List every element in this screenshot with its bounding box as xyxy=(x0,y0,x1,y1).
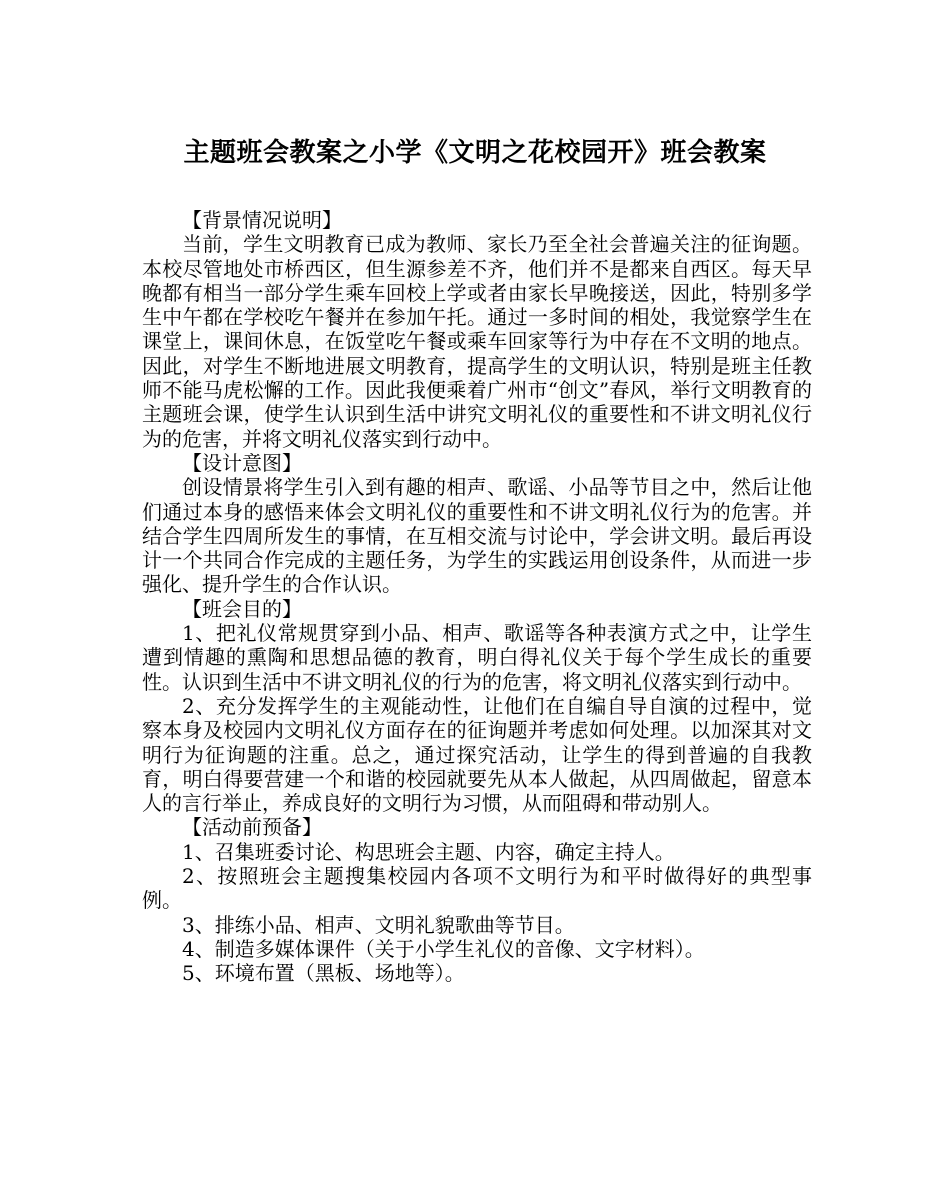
document-body xyxy=(142,208,812,986)
prep-item-1: 1、召集班委讨论、构思班会主题、内容，确定主持人。 xyxy=(182,839,675,864)
prep-item-3: 3、排练小品、相声、文明礼貌歌曲等节目。 xyxy=(182,912,575,937)
section-heading-prep: 【活动前预备】 xyxy=(182,815,322,840)
goals-paragraph-1: 1、把礼仪常规贯穿到小品、相声、歌谣等各种表演方式之中，让学生遭到情趣的熏陶和思想品德的教育，明白得礼仪关于每个学生成长的重要性。认识到生活中不讲文明礼仪的行为的危害，将文明礼仪落实到行动中。 xyxy=(142,621,812,694)
section-heading-background: 【背景情况说明】 xyxy=(182,208,342,232)
section-heading-design: 【设计意图】 xyxy=(182,450,302,475)
background-paragraph: 当前，学生文明教育已成为教师、家长乃至全社会普遍关注的征询题。本校尽管地处市桥西区，但生源参差不齐，他们并不是都来自西区。每天早晚都有相当一部分学生乘车回校上学或者由家长早晚接送，因此，特别多学生中午都在学校吃午餐并在参加午托。通过一多时间的相处，我觉察学生在课堂上，课间休息，在饭堂吃午餐或乘车回家等行为中存在不文明的地点。因此，对学生不断地进展文明教育，提高学生的文明认识，特别是班主任教师不能马虎松懈的工作。因此我便乘着广州市“创文”春风，举行文明教育的主题班会课，使学生认识到生活中讲究文明礼仪的重要性和不讲文明礼仪行为的危害，并将文明礼仪落实到行动中。 xyxy=(142,232,812,451)
prep-item-2: 2、按照班会主题搜集校园内各项不文明行为和平时做得好的典型事例。 xyxy=(142,864,812,913)
section-heading-goals: 【班会目的】 xyxy=(182,596,302,621)
prep-item-5: 5、环境布置（黑板、场地等）。 xyxy=(182,961,465,986)
prep-item-4: 4、制造多媒体课件（关于小学生礼仪的音像、文字材料）。 xyxy=(182,936,705,961)
goals-paragraph-2: 2、充分发挥学生的主观能动性，让他们在自编自导自演的过程中，觉察本身及校园内文明礼仪方面存在的征询题并考虑如何处理。以加深其对文明行为征询题的注重。总之，通过探究活动，让学生的得到普遍的自我教育，明白得要营建一个和谐的校园就要先从本人做起，从四周做起，留意本人的言行举止，养成良好的文明行为习惯，从而阻碍和带动别人。 xyxy=(142,693,812,816)
design-paragraph: 创设情景将学生引入到有趣的相声、歌谣、小品等节目之中，然后让他们通过本身的感悟来体会文明礼仪的重要性和不讲文明礼仪行为的危害。并结合学生四周所发生的事情，在互相交流与讨论中，学会讲文明。最后再设计一个共同合作完成的主题任务，为学生的实践运用创设条件，从而进一步强化、提升学生的合作认识。 xyxy=(142,475,812,597)
document-title: 主题班会教案之小学《文明之花校园开》班会教案 xyxy=(183,138,767,168)
